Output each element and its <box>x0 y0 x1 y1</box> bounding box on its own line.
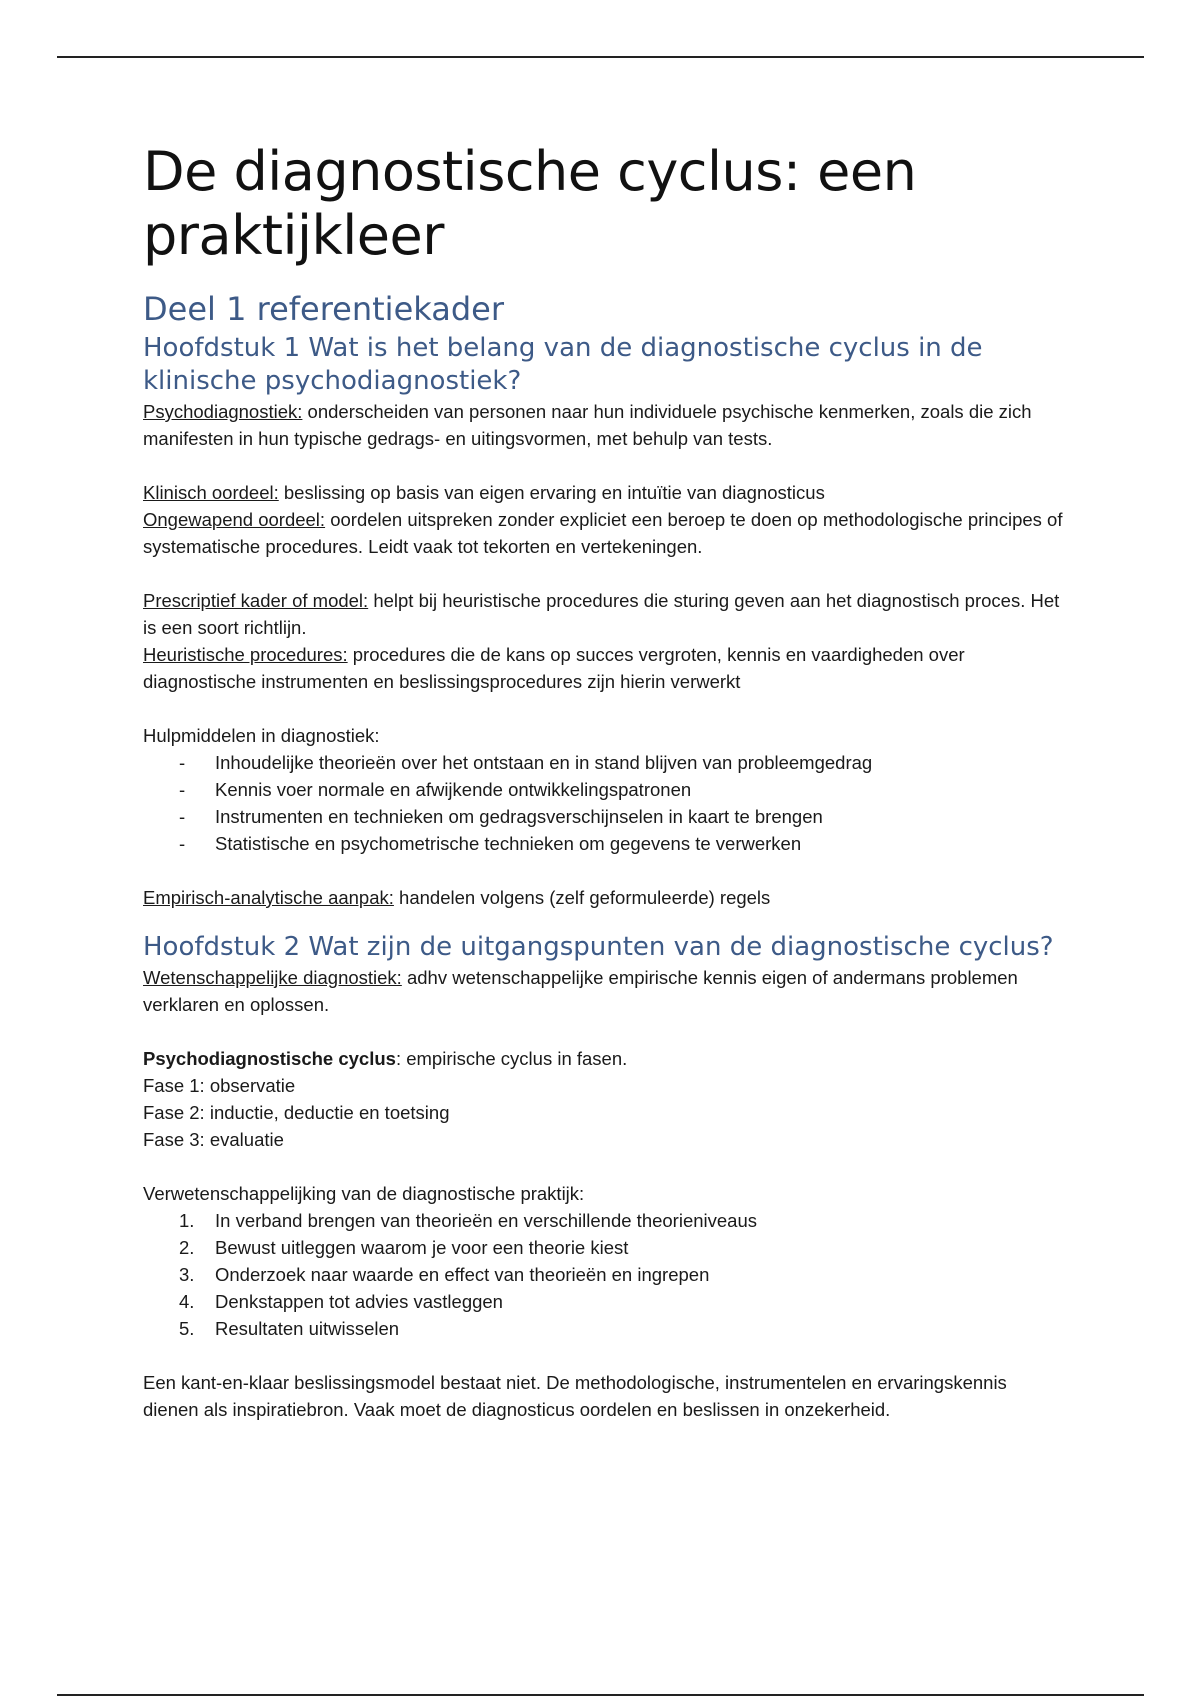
phase-line: Fase 1: observatie <box>143 1075 296 1096</box>
list-text: Denkstappen tot advies vastleggen <box>215 1291 503 1312</box>
closing-paragraph: Een kant-en-klaar beslissingsmodel bestaat niet. De methodologische, instrumentelen en ervaringskennis dienen als inspiratiebron. Vaak moet de diagnosticus oordelen en beslissen in onzekerheid. <box>143 1372 1007 1420</box>
definition-prescriptief-kader <box>143 587 1063 641</box>
document-title: De diagnostische cyclus: een praktijkleer <box>143 140 917 267</box>
list-item <box>179 1234 1063 1261</box>
sci-steps-list <box>143 1207 1063 1342</box>
definition-empirisch-analytisch <box>143 884 1063 911</box>
term: Psychodiagnostiek: <box>143 401 303 422</box>
term: Prescriptief kader of model: <box>143 590 369 611</box>
definition-wetenschappelijke-diagnostiek <box>143 964 1063 1018</box>
definition-text: helpt bij heuristische procedures die sturing geven aan het diagnostisch proces. Het is een soort richtlijn. <box>143 590 1060 638</box>
bottom-rule <box>57 1694 1144 1696</box>
chapter2-heading: Hoofdstuk 2 Wat zijn de uitgangspunten van de diagnostische cyclus? <box>143 932 1054 962</box>
list-item: - Instrumenten en technieken om gedragsverschijnselen in kaart te brengen <box>215 803 1063 830</box>
definition-ongewapend-oordeel <box>143 506 1063 560</box>
definition-text: beslissing op basis van eigen ervaring en intuïtie van diagnosticus <box>278 482 825 503</box>
list-number: 2. <box>179 1237 195 1258</box>
definition-text: handelen volgens (zelf geformuleerde) regels <box>393 887 771 908</box>
list-item <box>179 1315 1063 1342</box>
aids-list <box>143 749 1063 857</box>
top-rule <box>57 56 1144 58</box>
term: Psychodiagnostische cyclus <box>143 1048 396 1069</box>
list-text: Bewust uitleggen waarom je voor een theorie kiest <box>215 1237 629 1258</box>
term: Klinisch oordeel: <box>143 482 279 503</box>
list-number: 5. <box>179 1318 195 1339</box>
definition-text: procedures die de kans op succes vergroten, kennis en vaardigheden over diagnostische instrumenten en beslissingsprocedures zijn hierin verwerkt <box>143 644 965 692</box>
definition-text: adhv wetenschappelijke empirische kennis eigen of andermans problemen verklaren en oplossen. <box>143 967 1018 1015</box>
phase-line: Fase 2: inductie, deductie en toetsing <box>143 1102 450 1123</box>
term: Empirisch-analytische aanpak: <box>143 887 394 908</box>
list-number: 1. <box>179 1210 195 1231</box>
list-item: - Inhoudelijke theorieën over het ontstaan en in stand blijven van probleemgedrag <box>215 749 1063 776</box>
document-page <box>143 140 1063 1423</box>
definition-text: onderscheiden van personen naar hun individuele psychische kenmerken, zoals die zich manifesten in hun typische gedrags- en uitingsvormen, met behulp van tests. <box>143 401 1032 449</box>
definition-klinisch-oordeel <box>143 479 1063 506</box>
sci-intro: Verwetenschappelijking van de diagnostische praktijk: <box>143 1183 585 1204</box>
list-item <box>179 1207 1063 1234</box>
part-heading: Deel 1 referentiekader <box>143 290 504 328</box>
list-text: Resultaten uitwisselen <box>215 1318 400 1339</box>
definition-psychodiagnostische-cyclus <box>143 1045 1063 1072</box>
definition-text: : empirische cyclus in fasen. <box>395 1048 628 1069</box>
term: Wetenschappelijke diagnostiek: <box>143 967 402 988</box>
list-text: In verband brengen van theorieën en verschillende theorieniveaus <box>215 1210 758 1231</box>
list-item <box>179 1288 1063 1315</box>
list-item <box>179 1261 1063 1288</box>
term: Heuristische procedures: <box>143 644 348 665</box>
list-number: 3. <box>179 1264 195 1285</box>
list-item: - Kennis voer normale en afwijkende ontwikkelingspatronen <box>215 776 1063 803</box>
definition-psychodiagnostiek <box>143 398 1063 452</box>
aids-intro: Hulpmiddelen in diagnostiek: <box>143 725 380 746</box>
phase-line: Fase 3: evaluatie <box>143 1129 284 1150</box>
list-item: - Statistische en psychometrische technieken om gegevens te verwerken <box>215 830 1063 857</box>
chapter1-heading: Hoofdstuk 1 Wat is het belang van de diagnostische cyclus in de klinische psychodiagnostiek? <box>143 333 983 396</box>
list-text: Onderzoek naar waarde en effect van theorieën en ingrepen <box>215 1264 710 1285</box>
term: Ongewapend oordeel: <box>143 509 326 530</box>
list-number: 4. <box>179 1291 195 1312</box>
definition-heuristische-procedures <box>143 641 1063 695</box>
definition-text: oordelen uitspreken zonder expliciet een beroep te doen op methodologische principes of systematische procedures. Leidt vaak tot tekorten en vertekeningen. <box>143 509 1063 557</box>
